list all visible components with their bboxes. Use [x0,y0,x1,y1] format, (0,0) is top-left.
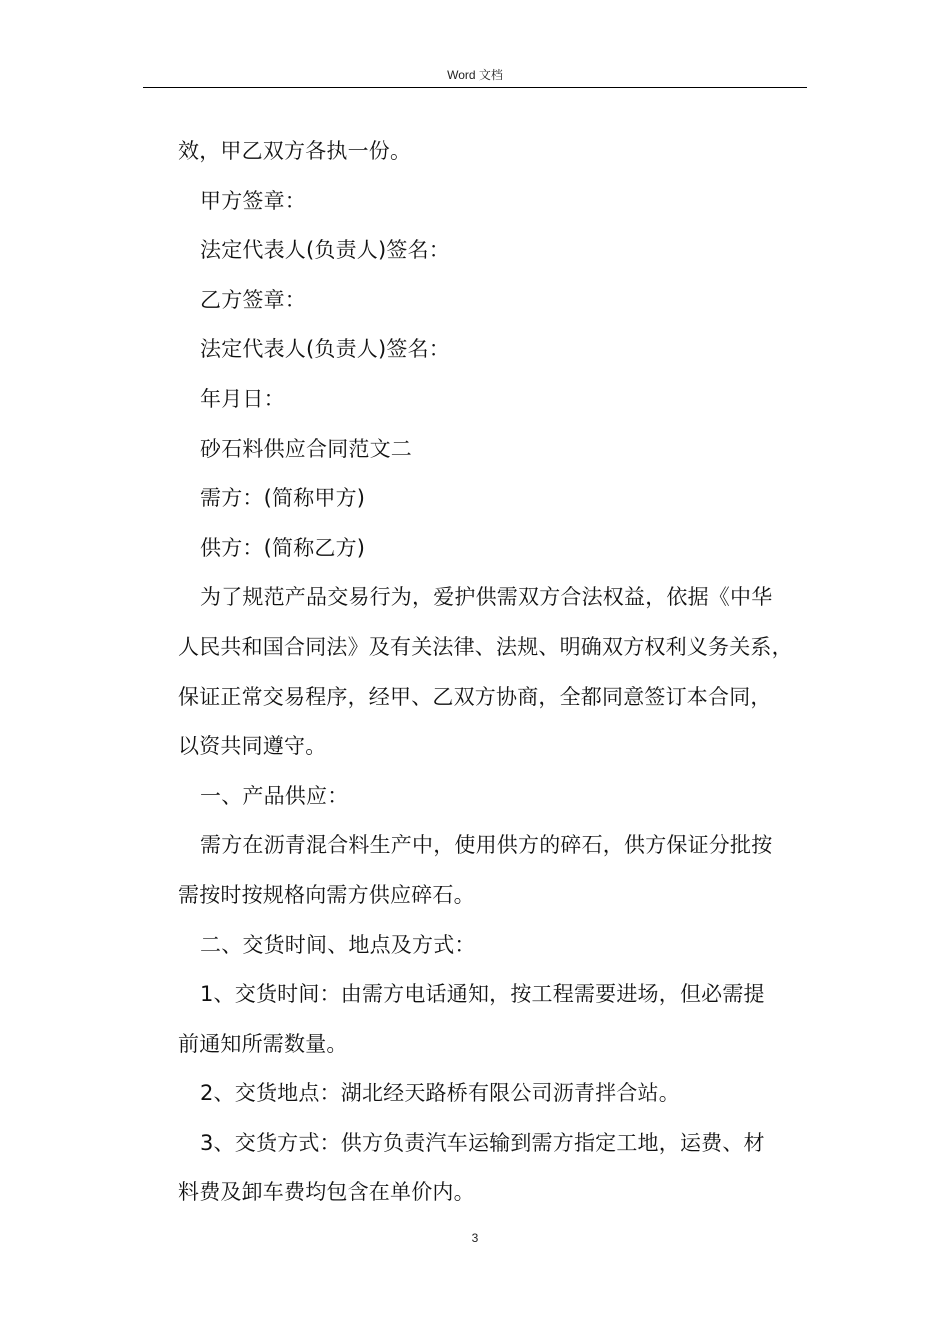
header-title: Word 文档 [447,68,503,82]
body-line-14: 一、产品供应： [200,783,349,808]
document-body [178,127,818,1218]
body-line-20: 2、交货地点：湖北经天路桥有限公司沥青拌合站。 [200,1081,680,1106]
body-line-17: 二、交货时间、地点及方式： [200,932,476,957]
body-line-12: 保证正常交易程序，经甲、乙双方协商，全都同意签订本合同， [178,684,772,709]
section-title: 砂石料供应合同范文二 [200,436,412,461]
body-line-22: 料费及卸车费均包含在单价内。 [178,1180,475,1205]
body-line-10: 为了规范产品交易行为，爱护供需双方合法权益，依据《中华 [200,585,773,610]
body-line-18: 1、交货时间：由需方电话通知，按工程需要进场，但必需提 [200,982,765,1007]
body-line-8: 需方：(简称甲方) [200,486,366,511]
body-line-16: 需按时按规格向需方供应碎石。 [178,882,475,907]
body-line-1: 效，甲乙双方各执一份。 [178,139,412,163]
body-line-3: 法定代表人(负责人)签名： [200,238,450,263]
body-line-19: 前通知所需数量。 [178,1031,348,1056]
body-line-21: 3、交货方式：供方负责汽车运输到需方指定工地，运费、材 [200,1130,765,1155]
body-line-9: 供方：(简称乙方) [200,535,366,560]
body-line-13: 以资共同遵守。 [178,734,327,759]
body-line-4: 乙方签章： [200,287,306,312]
body-line-2: 甲方签章： [200,188,306,213]
body-line-5: 法定代表人(负责人)签名： [200,337,450,362]
body-line-15: 需方在沥青混合料生产中，使用供方的碎石，供方保证分批按 [200,833,773,858]
body-line-6: 年月日： [200,386,285,411]
header-divider [143,87,807,88]
page-header [143,0,807,90]
page-number: 3 [471,1231,479,1245]
body-line-11: 人民共和国合同法》及有关法律、法规、明确双方权利义务关系， [178,634,793,659]
